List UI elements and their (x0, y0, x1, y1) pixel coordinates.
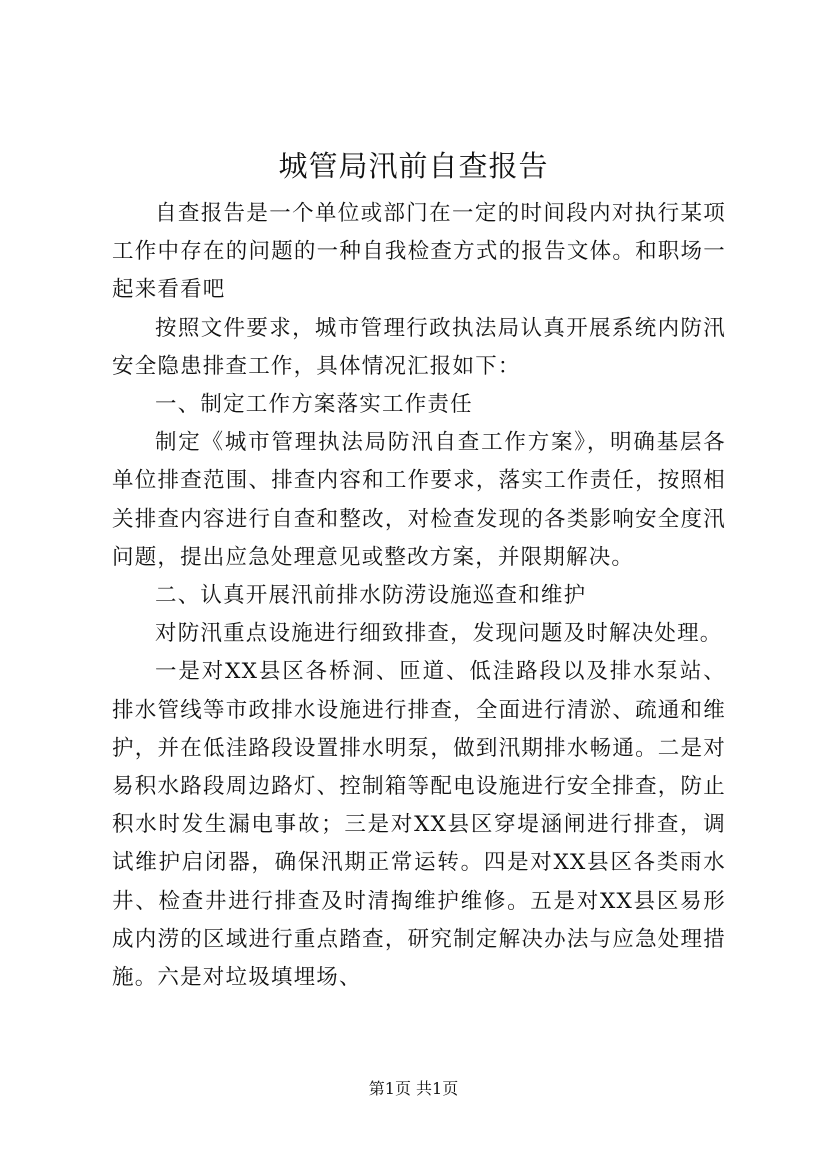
paragraph-overview: 按照文件要求，城市管理行政执法局认真开展系统内防汛安全隐患排查工作，具体情况汇报如下： (112, 315, 726, 379)
paragraph-intro: 自查报告是一个单位或部门在一定的时间段内对执行某项工作中存在的问题的一种自我检查方式的报告文体。和职场一起来看看吧 (112, 201, 726, 303)
page-title: 城管局汛前自查报告 (278, 149, 549, 183)
paragraph-inspection-details: 一是对XX县区各桥洞、匝道、低洼路段以及排水泵站、排水管线等市政排水设施进行排查，全面进行清淤、疏通和维护，并在低洼路段设置排水明泵，做到汛期排水畅通。二是对易积水路段周边路灯、控制箱等配电设施进行安全排查，防止积水时发生漏电事故；三是对XX县区穿堤涵闸进行排查，调试维护启闭器，确保汛期正常运转。四是对XX县区各类雨水井、检查井进行排查及时清掏维护维修。五是对XX县区易形成内涝的区域进行重点踏查，研究制定解决办法与应急处理措施。六是对垃圾填埋场、 (112, 659, 726, 991)
document-body (112, 195, 726, 997)
section-heading-1: 一、制定工作方案落实工作责任 (155, 392, 473, 418)
paragraph-inspection-summary: 对防汛重点设施进行细致排查，发现问题及时解决处理。 (155, 621, 723, 647)
page-footer: 第1页 共1页 (368, 1079, 459, 1098)
paragraph-work-plan: 制定《城市管理执法局防汛自查工作方案》，明确基层各单位排查范围、排查内容和工作要求，落实工作责任，按照相关排查内容进行自查和整改，对检查发现的各类影响安全度汛问题，提出应急处理意见或整改方案，并限期解决。 (112, 430, 726, 570)
section-heading-2: 二、认真开展汛前排水防涝设施巡查和维护 (155, 583, 587, 609)
